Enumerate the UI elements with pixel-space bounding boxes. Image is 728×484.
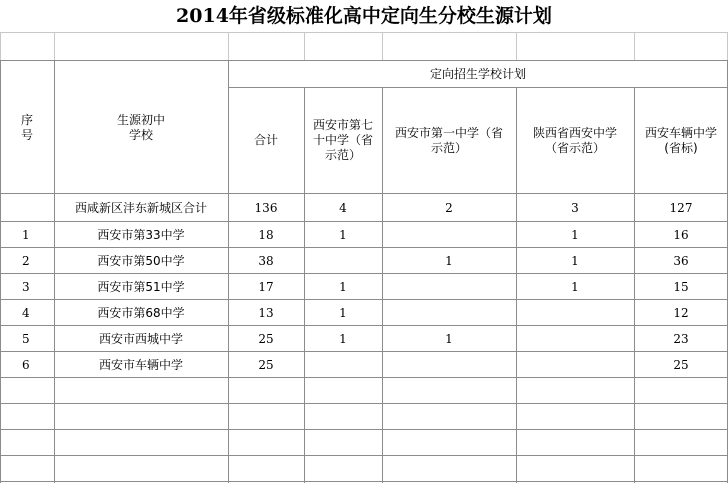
grid-line bbox=[382, 32, 383, 60]
row-total: 17 bbox=[258, 279, 274, 294]
row-school-1 bbox=[382, 222, 516, 248]
row-vehicle-school: 15 bbox=[673, 279, 689, 294]
header-school-1: 西安市第一中学（省 示范） bbox=[394, 125, 503, 155]
header-shaanxi-school: 陕西省西安中学 （省示范） bbox=[532, 125, 617, 155]
row-total: 25 bbox=[258, 357, 274, 372]
row-school-name: 西安市第33中学 bbox=[97, 227, 185, 242]
grid-line bbox=[0, 32, 728, 33]
grid-line bbox=[0, 429, 728, 430]
row-school-70 bbox=[304, 352, 382, 378]
row-school-70: 1 bbox=[339, 227, 347, 242]
row-school-1 bbox=[382, 300, 516, 326]
summary-total: 136 bbox=[254, 200, 278, 215]
grid-line bbox=[304, 32, 305, 60]
header-vehicle-school: 西安车辆中学 (省标) bbox=[644, 125, 717, 155]
row-shaanxi-school bbox=[516, 352, 634, 378]
summary-school-1: 2 bbox=[445, 200, 453, 215]
row-shaanxi-school: 1 bbox=[571, 279, 579, 294]
header-school-70: 西安市第七 十中学（省 示范） bbox=[312, 118, 373, 162]
row-school-70 bbox=[304, 248, 382, 274]
row-shaanxi-school: 1 bbox=[571, 253, 579, 268]
grid-line bbox=[54, 32, 55, 60]
row-school-70: 1 bbox=[339, 279, 347, 294]
row-vehicle-school: 25 bbox=[673, 357, 689, 372]
row-seq: 3 bbox=[22, 279, 30, 294]
row-vehicle-school: 16 bbox=[673, 227, 689, 242]
grid-line bbox=[0, 403, 728, 404]
grid-line bbox=[516, 32, 517, 60]
sheet-title: 2014年省级标准化高中定向生分校生源计划 bbox=[176, 4, 552, 27]
row-seq: 5 bbox=[22, 331, 30, 346]
summary-shaanxi-school: 3 bbox=[571, 200, 579, 215]
row-school-70: 1 bbox=[339, 331, 347, 346]
grid-line bbox=[0, 455, 728, 456]
row-shaanxi-school: 1 bbox=[571, 227, 579, 242]
row-shaanxi-school bbox=[516, 326, 634, 352]
row-school-name: 西安市车辆中学 bbox=[98, 357, 183, 372]
row-total: 13 bbox=[258, 305, 274, 320]
row-seq: 6 bbox=[22, 357, 30, 372]
header-source-school: 生源初中 学校 bbox=[116, 112, 165, 142]
row-total: 25 bbox=[258, 331, 274, 346]
row-seq: 4 bbox=[22, 305, 30, 320]
grid-line bbox=[0, 481, 728, 482]
row-school-1 bbox=[382, 352, 516, 378]
row-school-name: 西安市第50中学 bbox=[97, 253, 185, 268]
row-school-70: 1 bbox=[339, 305, 347, 320]
row-vehicle-school: 12 bbox=[673, 305, 689, 320]
summary-vehicle-school: 127 bbox=[669, 200, 693, 215]
row-total: 18 bbox=[258, 227, 274, 242]
summary-school-70: 4 bbox=[339, 200, 347, 215]
header-plan-group: 定向招生学校计划 bbox=[429, 66, 526, 81]
row-vehicle-school: 36 bbox=[673, 253, 689, 268]
row-shaanxi-school bbox=[516, 300, 634, 326]
row-seq: 1 bbox=[22, 227, 30, 242]
row-school-name: 西安市第51中学 bbox=[97, 279, 185, 294]
row-total: 38 bbox=[258, 253, 274, 268]
row-school-1 bbox=[382, 274, 516, 300]
grid-line bbox=[228, 32, 229, 60]
row-school-name: 西安市西城中学 bbox=[98, 331, 183, 346]
header-seq: 序 号 bbox=[20, 112, 33, 142]
grid-line bbox=[634, 32, 635, 60]
row-vehicle-school: 23 bbox=[673, 331, 689, 346]
row-school-1: 1 bbox=[445, 331, 453, 346]
header-total: 合计 bbox=[253, 133, 278, 147]
summary-label: 西咸新区沣东新城区合计 bbox=[74, 200, 207, 215]
grid-line bbox=[0, 32, 1, 60]
row-school-1: 1 bbox=[445, 253, 453, 268]
row-school-name: 西安市第68中学 bbox=[97, 305, 185, 320]
row-seq: 2 bbox=[22, 253, 30, 268]
